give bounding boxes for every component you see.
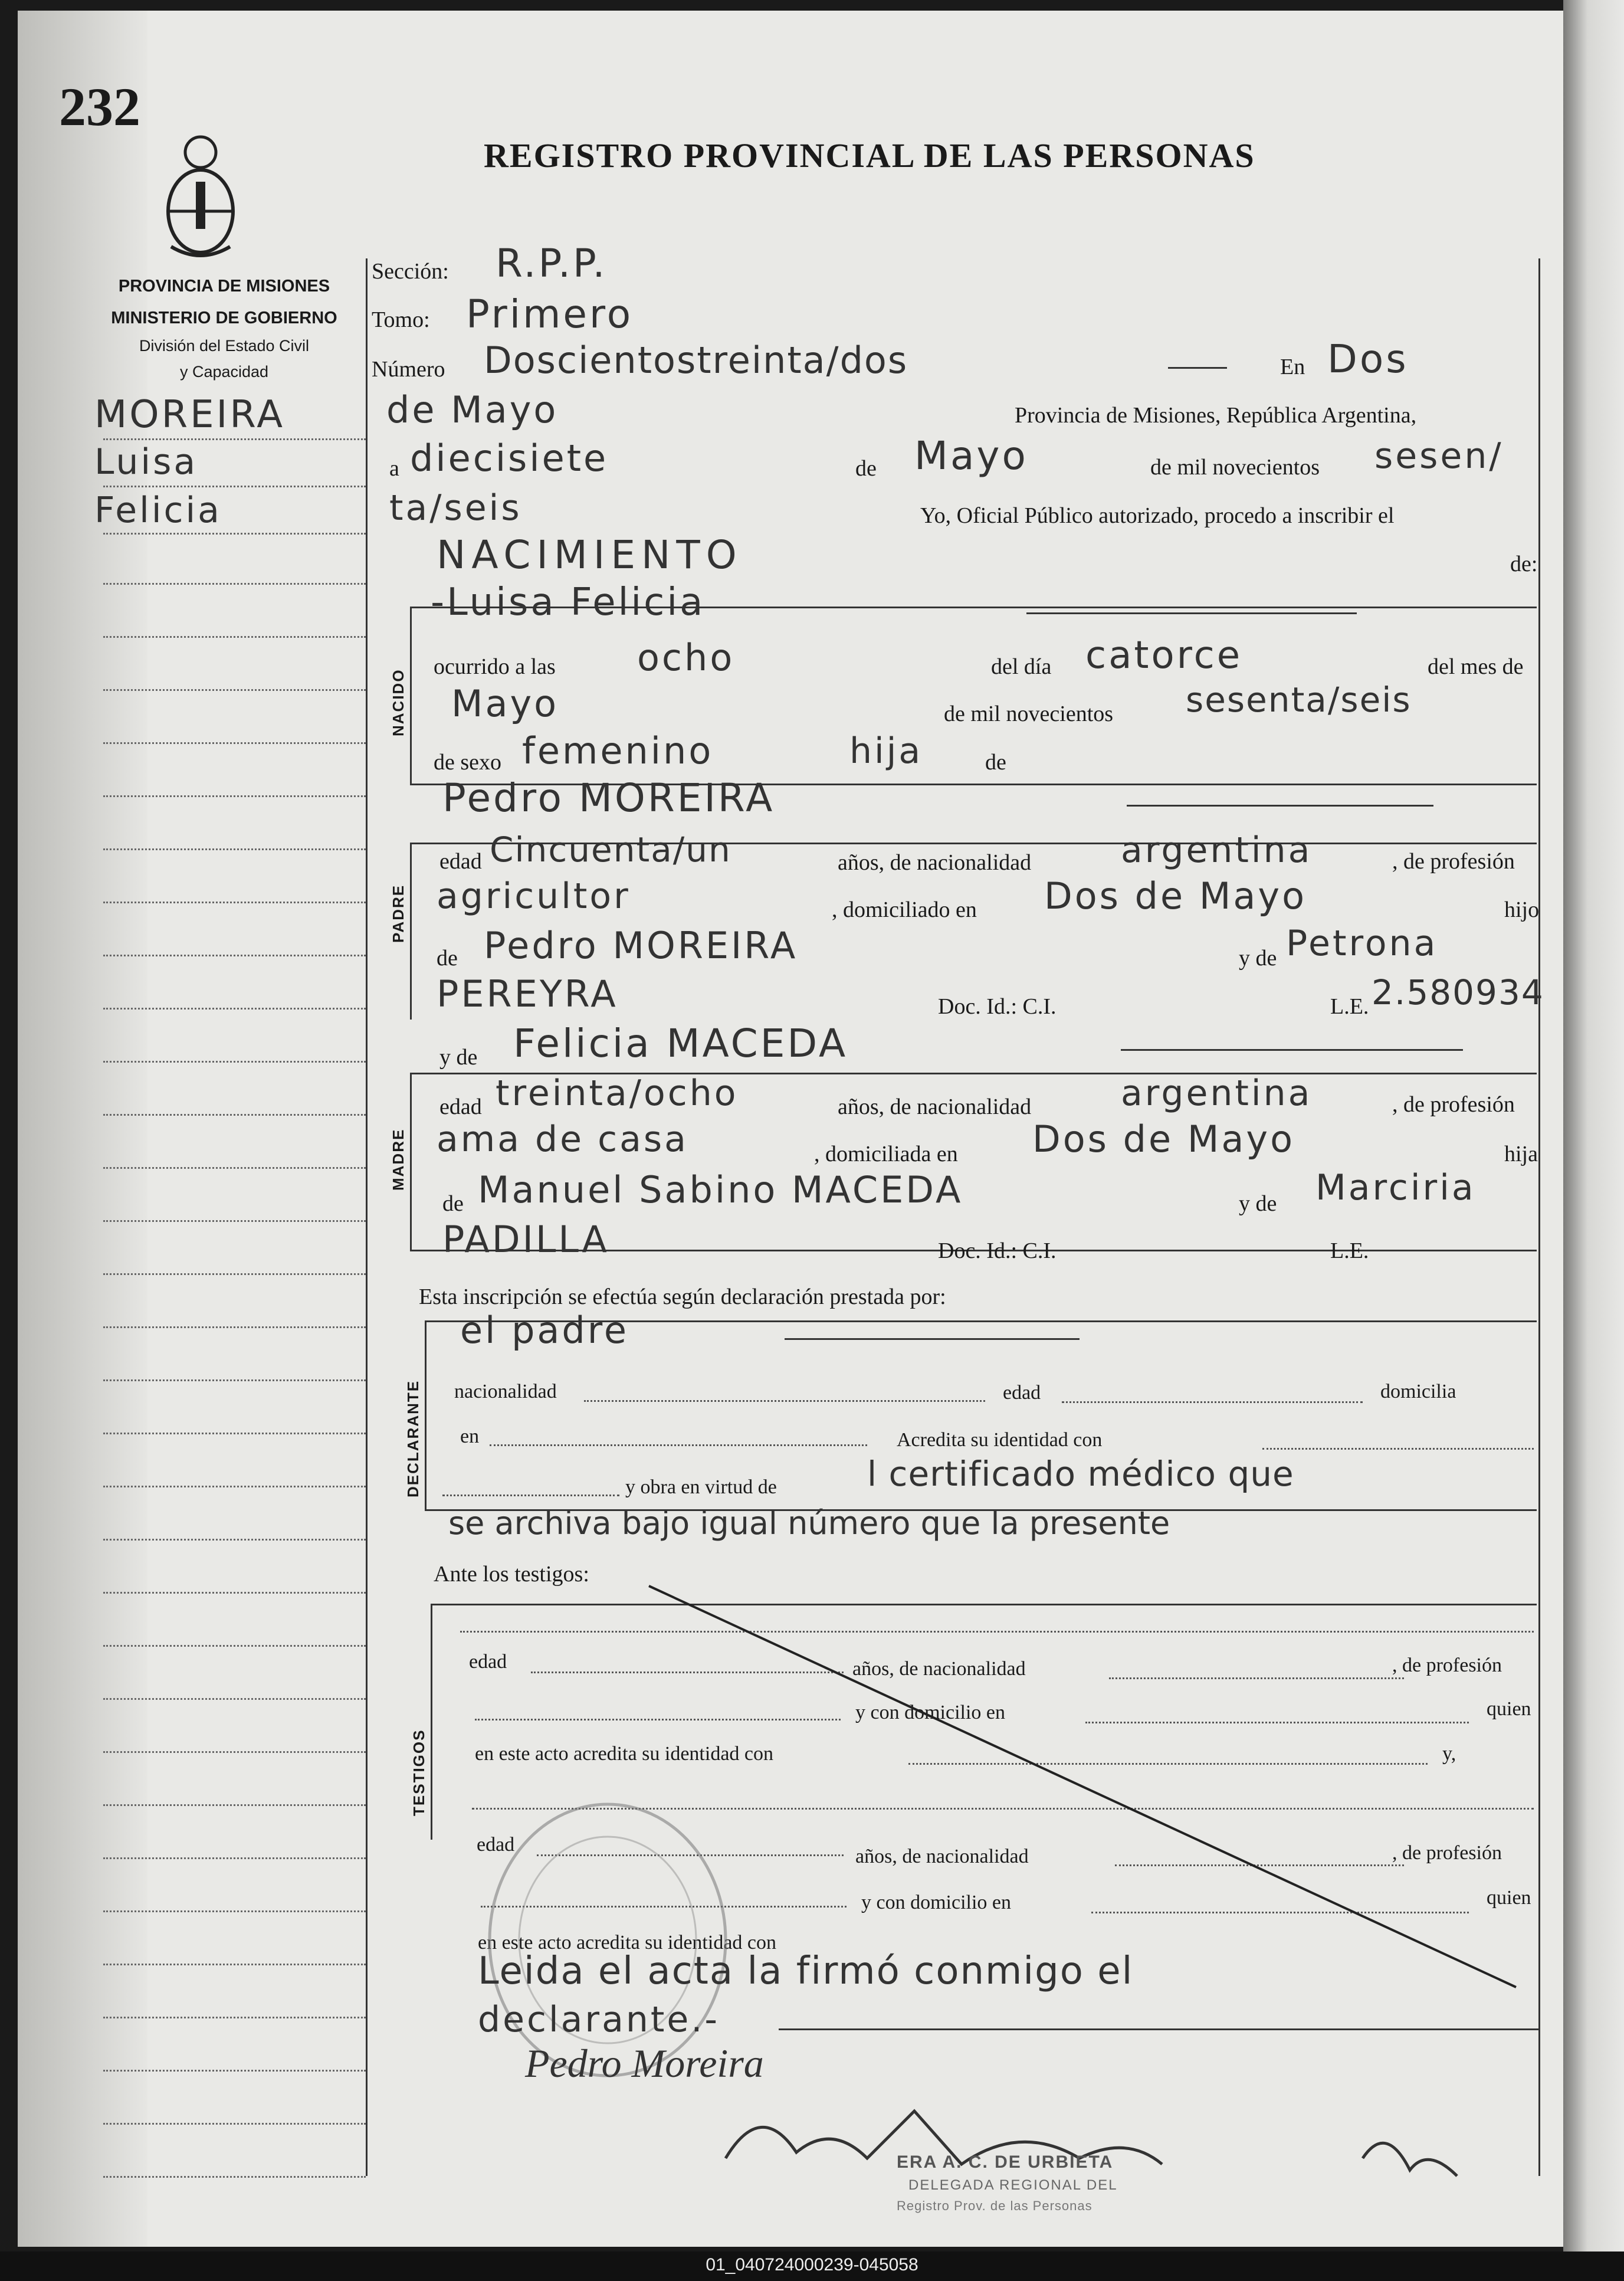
declarante-obra-value-2: se archiva bajo igual número que la presente: [448, 1505, 1170, 1542]
padre-nac-value: argentina: [1121, 830, 1313, 871]
testigo1-dom-label: y con domicilio en: [855, 1702, 1006, 1723]
testigos-intro: Ante los testigos:: [434, 1562, 589, 1587]
madre-mother-value-1: Marciria: [1315, 1167, 1476, 1208]
right-frame: [1538, 258, 1540, 2176]
madre-prof-label: , de profesión: [1392, 1092, 1515, 1117]
left-header: [83, 270, 366, 334]
madre-edad-value: treinta/ocho: [496, 1073, 739, 1114]
testigo1-quien-label: quien: [1487, 1698, 1531, 1720]
padre-de-label: de: [437, 946, 458, 971]
margin-given-1: Luisa: [94, 441, 198, 483]
year-value-1: sesen/: [1374, 435, 1504, 477]
padre-edad-value: Cincuenta/un: [490, 830, 731, 870]
testigo1-y-label: y,: [1442, 1743, 1456, 1765]
seccion-label: Sección:: [372, 259, 449, 284]
madre-dom-label: , domiciliada en: [814, 1142, 958, 1166]
testigo2-nac-label: años, de nacionalidad: [855, 1846, 1029, 1867]
padre-nac-label: años, de nacionalidad: [838, 850, 1032, 875]
madre-father-value: Manuel Sabino MACEDA: [478, 1168, 963, 1211]
testigos-label: TESTIGOS: [410, 1729, 428, 1816]
declarante-edad-label: edad: [1003, 1382, 1041, 1404]
testigo1-nac-label: años, de nacionalidad: [852, 1658, 1026, 1680]
page-number: 232: [59, 77, 140, 137]
testigo2-dom-label: y con domicilio en: [861, 1892, 1012, 1913]
stamp-line-2: DELEGADA REGIONAL DEL: [908, 2177, 1118, 2193]
hijo-value: hija: [849, 730, 923, 772]
de-colon: de:: [1510, 552, 1538, 576]
place-value: de Mayo: [386, 388, 559, 431]
margin-surname: MOREIRA: [94, 393, 286, 437]
madre-dom-value: Dos de Mayo: [1032, 1117, 1295, 1161]
madre-y-de-label: y de: [439, 1045, 478, 1070]
declarante-acredita-label: Acredita su identidad con: [897, 1429, 1103, 1451]
declarante-label: DECLARANTE: [404, 1379, 422, 1497]
closing-line-2: declarante.-: [478, 1999, 720, 2040]
madre-nac-value: argentina: [1121, 1073, 1313, 1114]
padre-hijo-label: hijo: [1504, 897, 1540, 922]
left-header-sub: [83, 333, 366, 385]
declarante-intro: Esta inscripción se efectúa según declaración prestada por:: [419, 1284, 946, 1309]
padre-le-label: L.E.: [1330, 994, 1369, 1019]
declarante-en-label: en: [460, 1425, 480, 1447]
margin-given-2: Felicia: [94, 490, 222, 531]
dia-value: catorce: [1085, 634, 1243, 677]
padre-y-de-label: y de: [1239, 946, 1277, 971]
del-dia-label: del día: [991, 654, 1052, 679]
tomo-label: Tomo:: [372, 307, 430, 332]
hora-value: ocho: [637, 636, 735, 679]
madre-le-label: L.E.: [1330, 1238, 1369, 1263]
en-label: En: [1280, 355, 1305, 379]
father-name: Pedro MOREIRA: [442, 775, 775, 821]
padre-mother-value-2: PEREYRA: [437, 972, 618, 1015]
padre-label: PADRE: [389, 884, 407, 943]
mes-value: Mayo: [451, 682, 559, 725]
padre-prof-label: , de profesión: [1392, 849, 1515, 874]
month-value: Mayo: [914, 433, 1028, 479]
year-value-2: ta/seis: [389, 487, 522, 529]
numero-label: Número: [372, 357, 445, 382]
sexo-label: de sexo: [434, 750, 502, 775]
madre-label: MADRE: [389, 1128, 407, 1191]
nacido-label: NACIDO: [389, 668, 407, 736]
madre-de-label: de: [442, 1191, 464, 1216]
child-name: -Luisa Felicia: [431, 581, 706, 624]
left-header-capacity: y Capacidad: [179, 363, 269, 381]
padre-edad-label: edad: [439, 849, 482, 874]
declarante-nac-label: nacionalidad: [454, 1381, 557, 1402]
padre-doc-label: Doc. Id.: C.I.: [938, 994, 1057, 1019]
testigo2-edad-label: edad: [477, 1834, 515, 1856]
nacido-mil-label: de mil novecientos: [944, 702, 1114, 726]
madre-edad-label: edad: [439, 1094, 482, 1119]
madre-prof-value: ama de casa: [437, 1119, 688, 1160]
seccion-value: R.P.P.: [496, 241, 608, 286]
sexo-value: femenino: [522, 729, 714, 772]
left-frame: [366, 258, 368, 2176]
cancel-line: [643, 1580, 1528, 1993]
declarante-dom-label: domicilia: [1380, 1381, 1456, 1402]
declarante-value: el padre: [460, 1309, 629, 1352]
a-label: a: [389, 456, 399, 481]
padre-mother-value-1: Petrona: [1286, 923, 1438, 964]
page-title: REGISTRO PROVINCIAL DE LAS PERSONAS: [484, 136, 1255, 175]
stamp-line-1: ERA A. C. DE URBIETA: [897, 2152, 1114, 2172]
stamp-line-3: Registro Prov. de las Personas: [897, 2198, 1092, 2213]
madre-hija-label: hija: [1504, 1142, 1538, 1166]
testigo1-acredita-label: en este acto acredita su identidad con: [475, 1743, 773, 1765]
padre-dom-label: , domiciliado en: [832, 897, 977, 922]
coat-of-arms-icon: [159, 129, 242, 258]
de-label: de: [855, 456, 877, 481]
madre-mother-value-2: PADILLA: [442, 1218, 609, 1261]
mother-name: Felicia MACEDA: [513, 1021, 848, 1066]
declarant-signature: Pedro Moreira: [525, 2041, 764, 2086]
book-edge: [1563, 0, 1624, 2254]
madre-nac-label: años, de nacionalidad: [838, 1094, 1032, 1119]
testigo2-prof-label: , de profesión: [1392, 1842, 1502, 1864]
left-header-division: División del Estado Civil: [139, 337, 310, 355]
madre-doc-label: Doc. Id.: C.I.: [938, 1238, 1057, 1263]
nacido-year-value: sesenta/seis: [1186, 680, 1412, 720]
mil-label: de mil novecientos: [1150, 455, 1320, 480]
left-header-province: PROVINCIA DE MISIONES: [118, 277, 330, 296]
testigo1-edad-label: edad: [469, 1651, 507, 1673]
acto-value: NACIMIENTO: [437, 532, 743, 578]
testigo2-quien-label: quien: [1487, 1887, 1531, 1909]
del-mes-label: del mes de: [1428, 654, 1524, 679]
register-page: [18, 11, 1563, 2247]
padre-father-value: Pedro MOREIRA: [484, 924, 798, 967]
madre-y-de2-label: y de: [1239, 1191, 1277, 1216]
testigo2-acredita-label: en este acto acredita su identidad con: [478, 1932, 776, 1954]
padre-prof-value: agricultor: [437, 876, 631, 917]
ocurrido-label: ocurrido a las: [434, 654, 556, 679]
declarante-obra-label: y obra en virtud de: [625, 1476, 777, 1498]
padre-dom-value: Dos de Mayo: [1044, 874, 1307, 917]
nacido-de-label: de: [985, 750, 1006, 775]
numero-value: Doscientostreinta/dos: [484, 339, 908, 382]
padre-le-value: 2.580934: [1372, 972, 1544, 1012]
closing-line-1: Leida el acta la firmó conmigo el: [478, 1949, 1134, 1993]
tomo-value: Primero: [466, 291, 634, 337]
image-id: 01_040724000239-045058: [706, 2255, 918, 2275]
day-value: diecisiete: [410, 437, 609, 480]
en-value: Dos: [1327, 336, 1409, 382]
testigo1-prof-label: , de profesión: [1392, 1654, 1502, 1676]
oficial-text: Yo, Oficial Público autorizado, procedo a inscribir el: [920, 503, 1395, 528]
left-header-ministry: MINISTERIO DE GOBIERNO: [111, 309, 337, 327]
provincia-text: Provincia de Misiones, República Argentina,: [1015, 403, 1417, 428]
declarante-obra-value-1: l certificado médico que: [867, 1454, 1294, 1494]
